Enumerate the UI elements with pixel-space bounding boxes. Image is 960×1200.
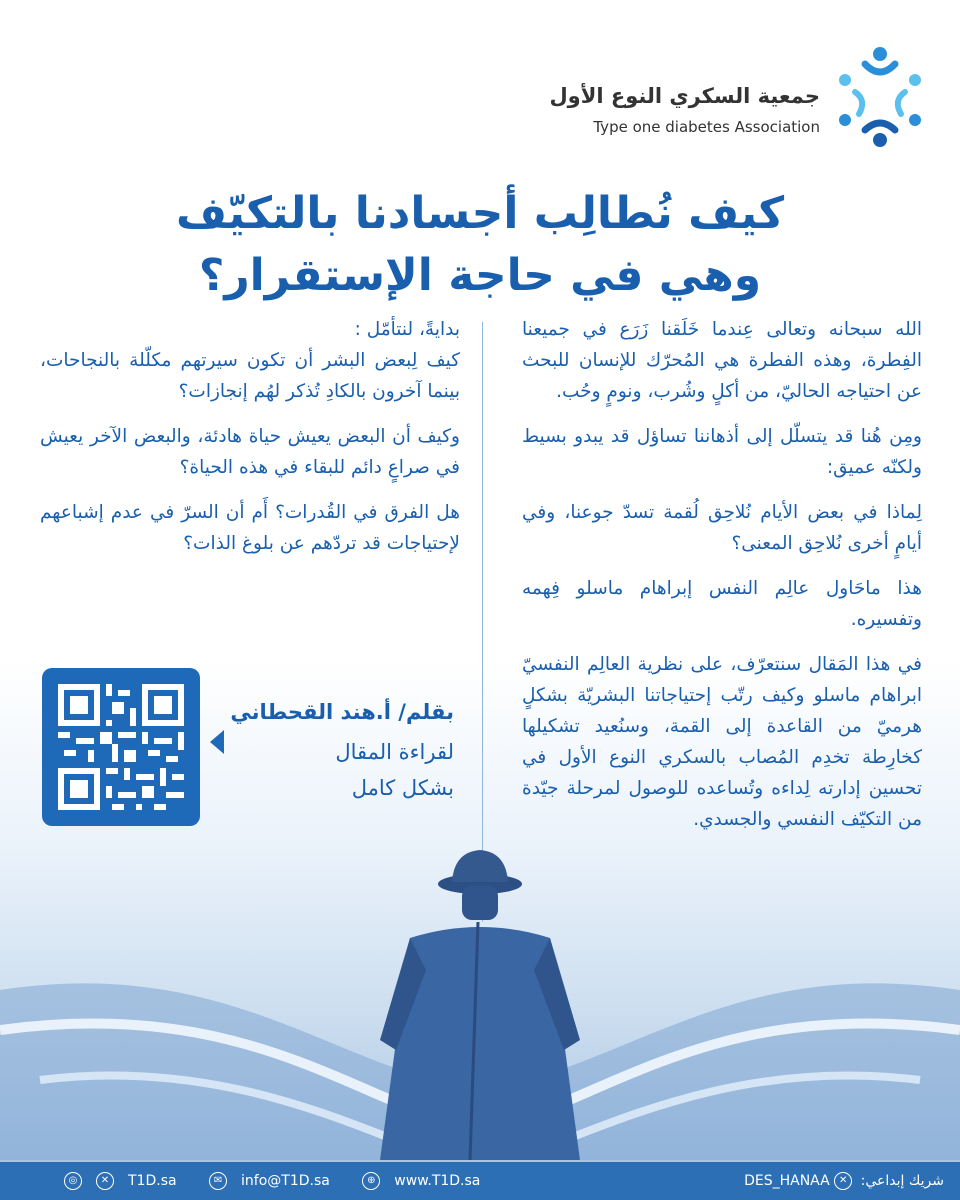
paragraph: كيف لِبعض البشر أن تكون سيرتهم مكلّلة بالنجاحات، بينما آخرون بالكادِ تُذكر لهُم إنجازات؟ — [40, 350, 460, 402]
qr-code-icon — [58, 684, 184, 810]
man-figure-icon — [380, 850, 580, 1160]
logo-mark-icon — [825, 40, 935, 150]
association-logo — [549, 40, 820, 150]
x-icon: ✕ — [96, 1172, 114, 1190]
logo-english-name: Type one diabetes Association — [593, 118, 820, 136]
paragraph: لِماذا في بعض الأيام نُلاحِق لُقمة تسدّ جوعنا، وفي أيامٍ أخرى نُلاحِق المعنى؟ — [522, 502, 922, 554]
qr-code[interactable] — [42, 668, 200, 826]
crossroads-illustration — [0, 820, 960, 1160]
partner-handle[interactable]: DES_HANAA — [744, 1173, 830, 1189]
instagram-icon: ◎ — [64, 1172, 82, 1190]
article-title-line-2: وهي في حاجة الإستقرار؟ — [198, 250, 762, 301]
paragraph: هذا ماحَاول عالِم النفس إبراهام ماسلو فِهمه وتفسيره. — [522, 578, 922, 630]
paragraph: وكيف أن البعض يعيش حياة هادئة، والبعض الآخر يعيش في صراعٍ دائم للبقاء في هذه الحياة؟ — [40, 426, 460, 478]
read-full-article-line-2: بشكل كامل — [351, 776, 454, 800]
globe-icon: ⊕ — [362, 1172, 380, 1190]
read-full-article-line-1: لقراءة المقال — [335, 740, 454, 764]
x-icon: ✕ — [834, 1172, 852, 1190]
paragraph: الله سبحانه وتعالى عِندما خَلَقنا زَرَع في جميعنا الفِطرة، وهذه الفطرة هي المُحرّك للإنسان للبحث عن احتياجه الحاليّ، من أكلٍ وشُرب، ونومٍ وحُب. — [522, 319, 922, 402]
author-credit: بقلم/ أ.هند القحطاني — [230, 700, 454, 724]
left-column — [40, 314, 460, 573]
paragraph: بدايةً، لنتأمّل : — [354, 319, 460, 340]
paragraph: هل الفرق في القُدرات؟ أَم أن السرّ في عدم إشباعهم لإحتياجات قد تردّهم عن بلوغ الذات؟ — [40, 502, 460, 554]
partner-label: شريك إبداعي: — [860, 1173, 944, 1189]
creative-partner — [744, 1172, 944, 1190]
email-link[interactable]: ✉ info@T1D.sa — [209, 1173, 348, 1189]
footer-contacts — [64, 1172, 508, 1190]
social-handle[interactable]: ◎ ✕ T1D.sa — [64, 1173, 195, 1189]
logo-arabic-name: جمعية السكري النوع الأول — [549, 84, 820, 108]
mail-icon: ✉ — [209, 1172, 227, 1190]
paragraph: ومِن هُنا قد يتسلّل إلى أذهاننا تساؤل قد يبدو بسيط ولكنّه عميق: — [522, 426, 922, 478]
pointer-arrow-icon — [210, 730, 224, 754]
right-column — [522, 314, 922, 849]
footer-bar — [0, 1162, 960, 1200]
paragraph: في هذا المَقال سنتعرّف، على نظرية العالِم النفسيّ ابراهام ماسلو وكيف رتّب إحتياجاتنا البشريّة بشكلٍ هرميّ من القاعدة إلى القمة، وسنُعيد تشكيلها كخارِطة تخدِم المُصاب بالسكري النوع الأول في تحسين إدارته لِداءه وتُساعده للوصول لمرحلة جيّدة من التكيّف النفسي والجسدي. — [522, 654, 922, 830]
article-title-line-1: كيف نُطالِب أجسادنا بالتكيّف — [175, 188, 785, 239]
website-link[interactable]: ⊕ www.T1D.sa — [362, 1173, 494, 1189]
